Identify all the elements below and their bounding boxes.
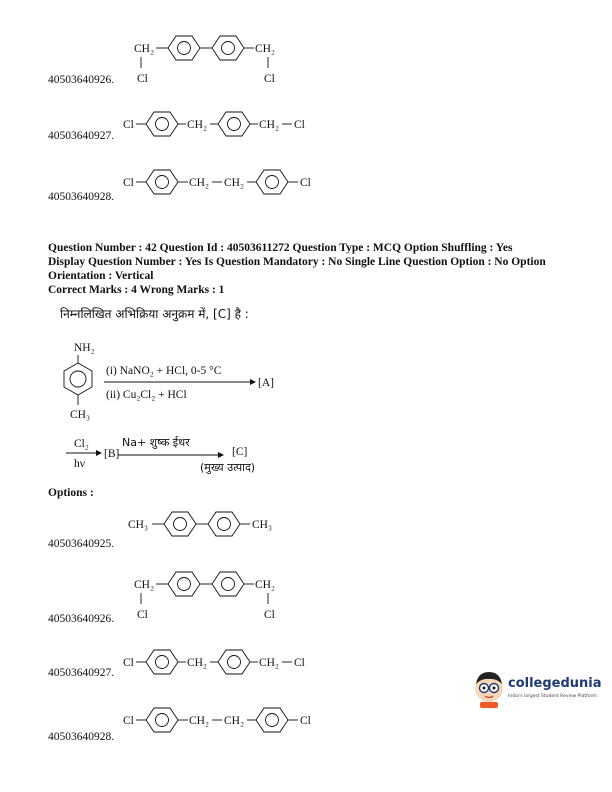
cl-label: Cl bbox=[264, 609, 275, 621]
structure-bis-chloromethyl-biphenyl bbox=[120, 30, 320, 88]
cl-label: Cl bbox=[123, 715, 134, 727]
structure-bis-chloromethyl-biphenyl bbox=[120, 566, 320, 624]
ch3-label: CH₃ bbox=[128, 519, 148, 531]
ch2-label: CH₂ bbox=[224, 715, 244, 727]
question-stem: निम्नलिखित अभिक्रिया अनुक्रम में, [C] है : bbox=[60, 307, 249, 321]
reagent-label: Cl₂ bbox=[74, 438, 89, 450]
methyl-label: CH₃ bbox=[70, 409, 90, 421]
logo-tagline: India's largest Student Review Platform bbox=[508, 694, 597, 699]
option-id: 40503640926. bbox=[48, 74, 115, 86]
reaction-scheme bbox=[48, 336, 348, 486]
reaction-condition: (ii) Cu₂Cl₂ + HCl bbox=[106, 389, 187, 401]
ch2-label: CH₂ bbox=[134, 579, 154, 591]
product-b-label: [B] bbox=[104, 448, 120, 460]
question-meta bbox=[48, 241, 588, 297]
option-id: 40503640925. bbox=[48, 538, 115, 550]
cl-label: Cl bbox=[294, 119, 305, 131]
ch3-label: CH₃ bbox=[252, 519, 272, 531]
cl-label: Cl bbox=[137, 73, 148, 85]
collegedunia-logo bbox=[472, 668, 602, 708]
ch2-label: CH₂ bbox=[255, 579, 275, 591]
option-id: 40503640927. bbox=[48, 130, 115, 142]
structure-chlorobenzyl-chloromethylphenyl bbox=[120, 106, 330, 142]
question-meta-line: Display Question Number : Yes Is Question Mandatory : No Single Line Question Option : No Option bbox=[48, 256, 546, 268]
cl-label: Cl bbox=[300, 177, 311, 189]
ch2-label: CH₂ bbox=[189, 177, 209, 189]
ch2-label: CH₂ bbox=[187, 657, 207, 669]
ch2-label: CH₂ bbox=[224, 177, 244, 189]
product-c-note: (मुख्य उत्पाद) bbox=[200, 461, 256, 474]
reaction-arrow bbox=[118, 451, 228, 459]
logo-name: collegedunia bbox=[508, 676, 602, 691]
amino-group-label: NH₂ bbox=[74, 342, 95, 354]
question-meta-line: Question Number : 42 Question Id : 40503611272 Question Type : MCQ Option Shuffling : Yes bbox=[48, 242, 513, 254]
question-marks: Correct Marks : 4 Wrong Marks : 1 bbox=[48, 284, 225, 296]
ch2-label: CH₂ bbox=[187, 119, 207, 131]
cl-label: Cl bbox=[123, 119, 134, 131]
option-id: 40503640927. bbox=[48, 667, 115, 679]
option-id: 40503640928. bbox=[48, 731, 115, 743]
cl-label: Cl bbox=[300, 715, 311, 727]
ch2-label: CH₂ bbox=[259, 657, 279, 669]
question-meta-line: Orientation : Vertical bbox=[48, 270, 154, 282]
cl-label: Cl bbox=[123, 177, 134, 189]
structure-bis-chlorophenyl-ethane bbox=[120, 166, 340, 202]
cl-label: Cl bbox=[294, 657, 305, 669]
product-a-label: [A] bbox=[258, 377, 274, 389]
ch2-label: CH₂ bbox=[255, 43, 275, 55]
cl-label: Cl bbox=[137, 609, 148, 621]
structure-bis-chlorophenyl-ethane bbox=[120, 704, 340, 740]
reagent-label: Na+ शुष्क ईथर bbox=[122, 436, 190, 449]
cl-label: Cl bbox=[264, 73, 275, 85]
option-id: 40503640926. bbox=[48, 613, 115, 625]
reaction-condition: (i) NaNO₂ + HCl, 0-5 °C bbox=[106, 365, 222, 377]
ch2-label: CH₂ bbox=[189, 715, 209, 727]
cl-label: Cl bbox=[123, 657, 134, 669]
product-c-label: [C] bbox=[232, 446, 248, 458]
option-id: 40503640928. bbox=[48, 191, 115, 203]
options-label: Options : bbox=[48, 487, 94, 499]
ch2-label: CH₂ bbox=[259, 119, 279, 131]
reagent-label: hν bbox=[74, 458, 85, 470]
ch2-label: CH₂ bbox=[134, 43, 154, 55]
mascot-icon bbox=[472, 668, 506, 708]
structure-chlorobenzyl-chloromethylphenyl bbox=[120, 644, 330, 680]
structure-dimethyl-biphenyl bbox=[126, 508, 296, 542]
